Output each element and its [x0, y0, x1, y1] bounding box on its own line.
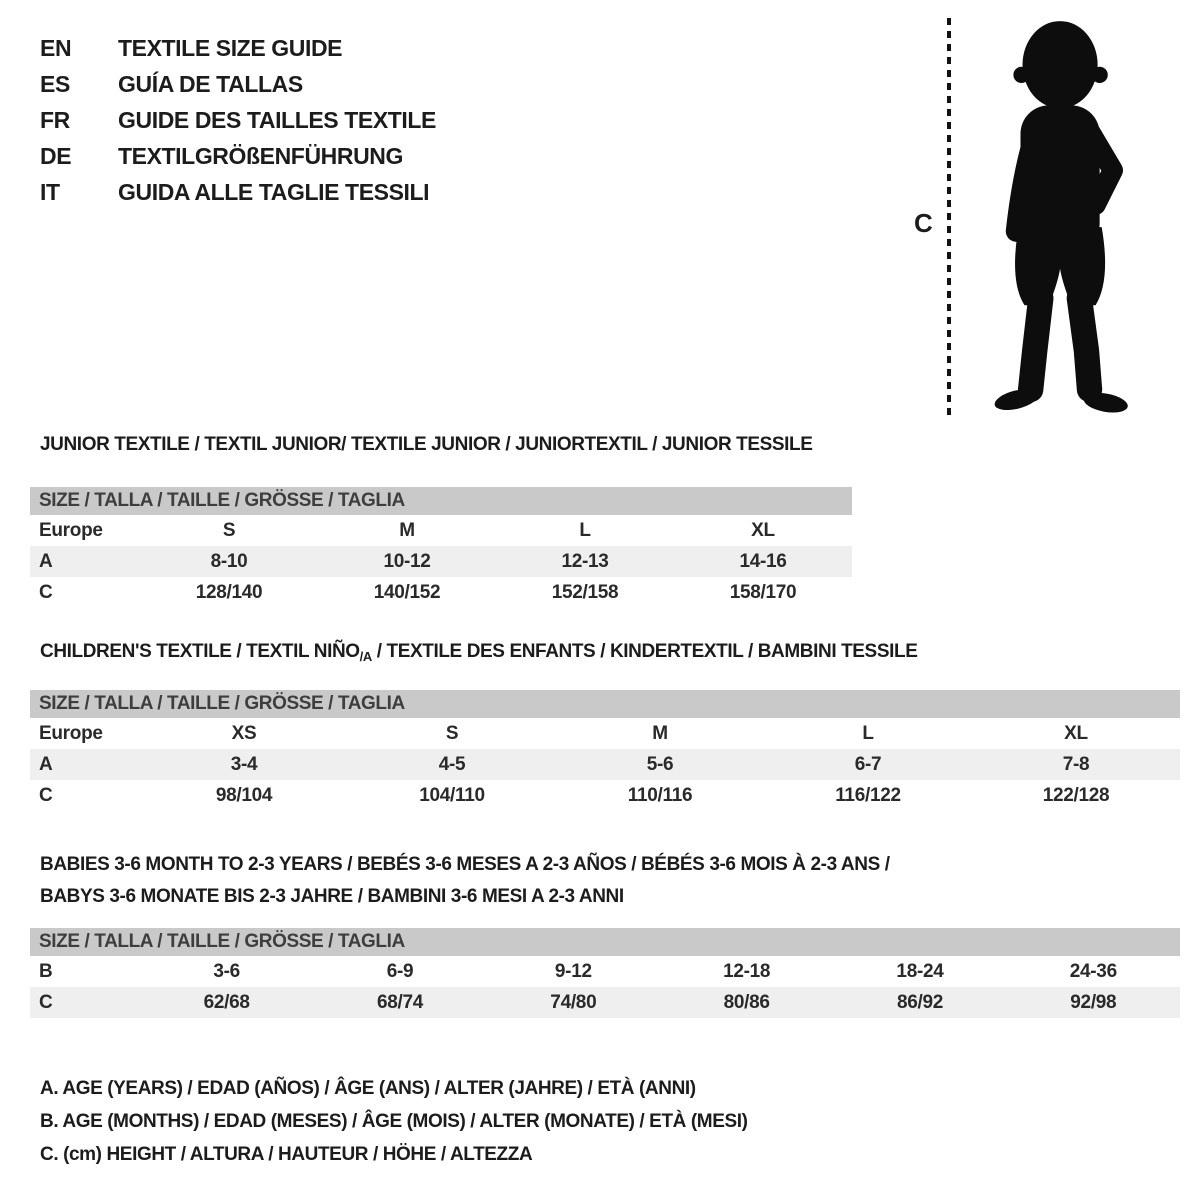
table-cell: 140/152: [373, 581, 441, 603]
language-header: [40, 30, 436, 210]
column-header: S: [222, 519, 236, 541]
table-cell: 24-36: [1069, 960, 1117, 982]
language-title: GUÍA DE TALLAS: [118, 70, 303, 97]
table-cell: 110/116: [627, 784, 693, 806]
table-cell: 86/92: [896, 991, 943, 1013]
language-row-es: [40, 66, 436, 102]
table-cell: 3-4: [230, 753, 258, 775]
table-cell: 104/110: [419, 784, 485, 806]
table-cell: 9-12: [554, 960, 592, 982]
table-row-c: [30, 780, 1180, 811]
language-code: ES: [40, 70, 70, 97]
table-cell: 68/74: [376, 991, 424, 1013]
table-cell: 80/86: [723, 991, 770, 1013]
table-cell: 7-8: [1062, 753, 1090, 775]
language-title: GUIDA ALLE TAGLIE TESSILI: [118, 178, 430, 205]
children-size-table: [30, 690, 1180, 811]
language-title: TEXTILGRÖßENFÜHRUNG: [118, 142, 403, 169]
section-title-babies: [40, 849, 890, 913]
table-cell: 116/122: [835, 784, 901, 806]
table-cell: 152/158: [551, 581, 619, 603]
column-header: Europe: [39, 519, 103, 541]
table-header-row: [30, 515, 852, 546]
language-code: EN: [40, 34, 72, 61]
language-row-it: [40, 174, 436, 210]
legend-line-b: B. AGE (MONTHS) / EDAD (MESES) / ÂGE (MOIS) / ALTER (MONATE) / ETÀ (MESI): [40, 1111, 748, 1132]
table-cell: 5-6: [646, 753, 674, 775]
table-cell: 10-12: [383, 550, 431, 572]
measurement-legend: [40, 1072, 748, 1171]
legend-line-a: A. AGE (YEARS) / EDAD (AÑOS) / ÂGE (ANS) / ALTER (JAHRE) / ETÀ (ANNI): [40, 1078, 696, 1099]
column-header: XL: [1064, 722, 1088, 744]
table-row-a: [30, 749, 1180, 780]
size-header-bar: SIZE / TALLA / TAILLE / GRÖSSE / TAGLIA: [30, 690, 1180, 718]
junior-size-table: [30, 487, 852, 608]
section-title-children: [40, 641, 917, 664]
children-title-sub: /A: [359, 649, 372, 664]
column-header: XL: [751, 519, 775, 541]
row-label: C: [39, 581, 53, 603]
column-header: S: [445, 722, 459, 744]
table-cell: 18-24: [896, 960, 944, 982]
table-cell: 98/104: [215, 784, 273, 806]
column-header: M: [652, 722, 668, 744]
table-cell: 62/68: [203, 991, 250, 1013]
language-code: DE: [40, 142, 72, 169]
section-title-junior: JUNIOR TEXTILE / TEXTIL JUNIOR/ TEXTILE JUNIOR / JUNIORTEXTIL / JUNIOR TESSILE: [40, 434, 813, 455]
table-row-c: [30, 577, 852, 608]
table-cell: 12-13: [561, 550, 609, 572]
row-label: C: [39, 784, 53, 806]
table-cell: 3-6: [213, 960, 240, 982]
language-code: FR: [40, 106, 70, 133]
table-row-a: [30, 546, 852, 577]
row-label: A: [39, 550, 53, 572]
size-header-bar: SIZE / TALLA / TAILLE / GRÖSSE / TAGLIA: [30, 928, 1180, 956]
table-cell: 128/140: [195, 581, 263, 603]
baby-figure: [900, 12, 1170, 426]
language-title: TEXTILE SIZE GUIDE: [118, 34, 343, 61]
language-row-de: [40, 138, 436, 174]
table-cell: 158/170: [729, 581, 797, 603]
babies-title-line2: BABYS 3-6 MONATE BIS 2-3 JAHRE / BAMBINI 3-6 MESI A 2-3 ANNI: [40, 886, 624, 907]
babies-size-table: [30, 928, 1180, 1018]
column-header: Europe: [39, 722, 103, 744]
height-measure-label: C: [914, 208, 933, 238]
children-title-part1: CHILDREN'S TEXTILE / TEXTIL NIÑO: [40, 641, 360, 662]
table-cell: 12-18: [723, 960, 771, 982]
table-cell: 14-16: [739, 550, 787, 572]
row-label: A: [39, 753, 53, 775]
column-header: L: [579, 519, 591, 541]
babies-title-line1: BABIES 3-6 MONTH TO 2-3 YEARS / BEBÉS 3-6 MESES A 2-3 AÑOS / BÉBÉS 3-6 MOIS À 2-3 ANS /: [40, 854, 890, 875]
children-title-part2: / TEXTILE DES ENFANTS / KINDERTEXTIL / BAMBINI TESSILE: [371, 641, 918, 662]
table-cell: 92/98: [1070, 991, 1117, 1013]
column-header: XS: [231, 722, 257, 744]
height-measure-line: [947, 18, 951, 416]
baby-silhouette-icon: [960, 16, 1150, 422]
table-cell: 6-7: [854, 753, 882, 775]
language-code: IT: [40, 178, 60, 205]
table-row-b: [30, 956, 1180, 987]
row-label: B: [39, 960, 53, 982]
table-cell: 74/80: [550, 991, 597, 1013]
table-cell: 122/128: [1042, 784, 1110, 806]
column-header: M: [399, 519, 415, 541]
language-title: GUIDE DES TAILLES TEXTILE: [118, 106, 436, 133]
language-row-en: [40, 30, 436, 66]
row-label: C: [39, 991, 53, 1013]
table-cell: 4-5: [438, 753, 466, 775]
size-header-bar: SIZE / TALLA / TAILLE / GRÖSSE / TAGLIA: [30, 487, 852, 515]
table-header-row: [30, 718, 1180, 749]
column-header: L: [862, 722, 874, 744]
legend-line-c: C. (cm) HEIGHT / ALTURA / HAUTEUR / HÖHE / ALTEZZA: [40, 1144, 533, 1165]
table-cell: 6-9: [386, 960, 414, 982]
table-cell: 8-10: [210, 550, 248, 572]
language-row-fr: [40, 102, 436, 138]
table-row-c: [30, 987, 1180, 1018]
